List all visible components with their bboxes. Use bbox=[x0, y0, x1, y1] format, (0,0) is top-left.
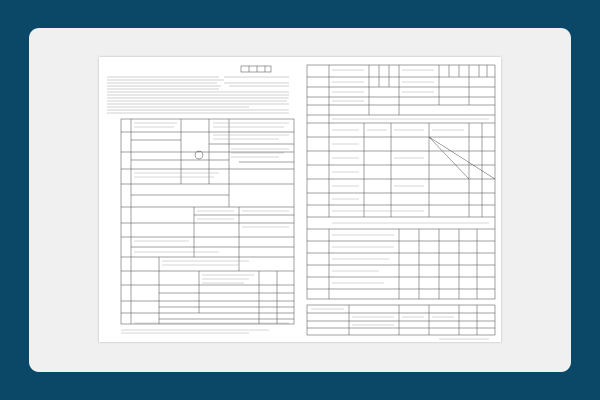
document-sheet[interactable] bbox=[99, 57, 501, 342]
form-drawing bbox=[99, 57, 501, 342]
right-page-bottom-box bbox=[307, 305, 495, 335]
left-page-instructions bbox=[107, 77, 289, 113]
viewer-panel bbox=[29, 28, 571, 372]
right-page-table bbox=[307, 65, 495, 299]
